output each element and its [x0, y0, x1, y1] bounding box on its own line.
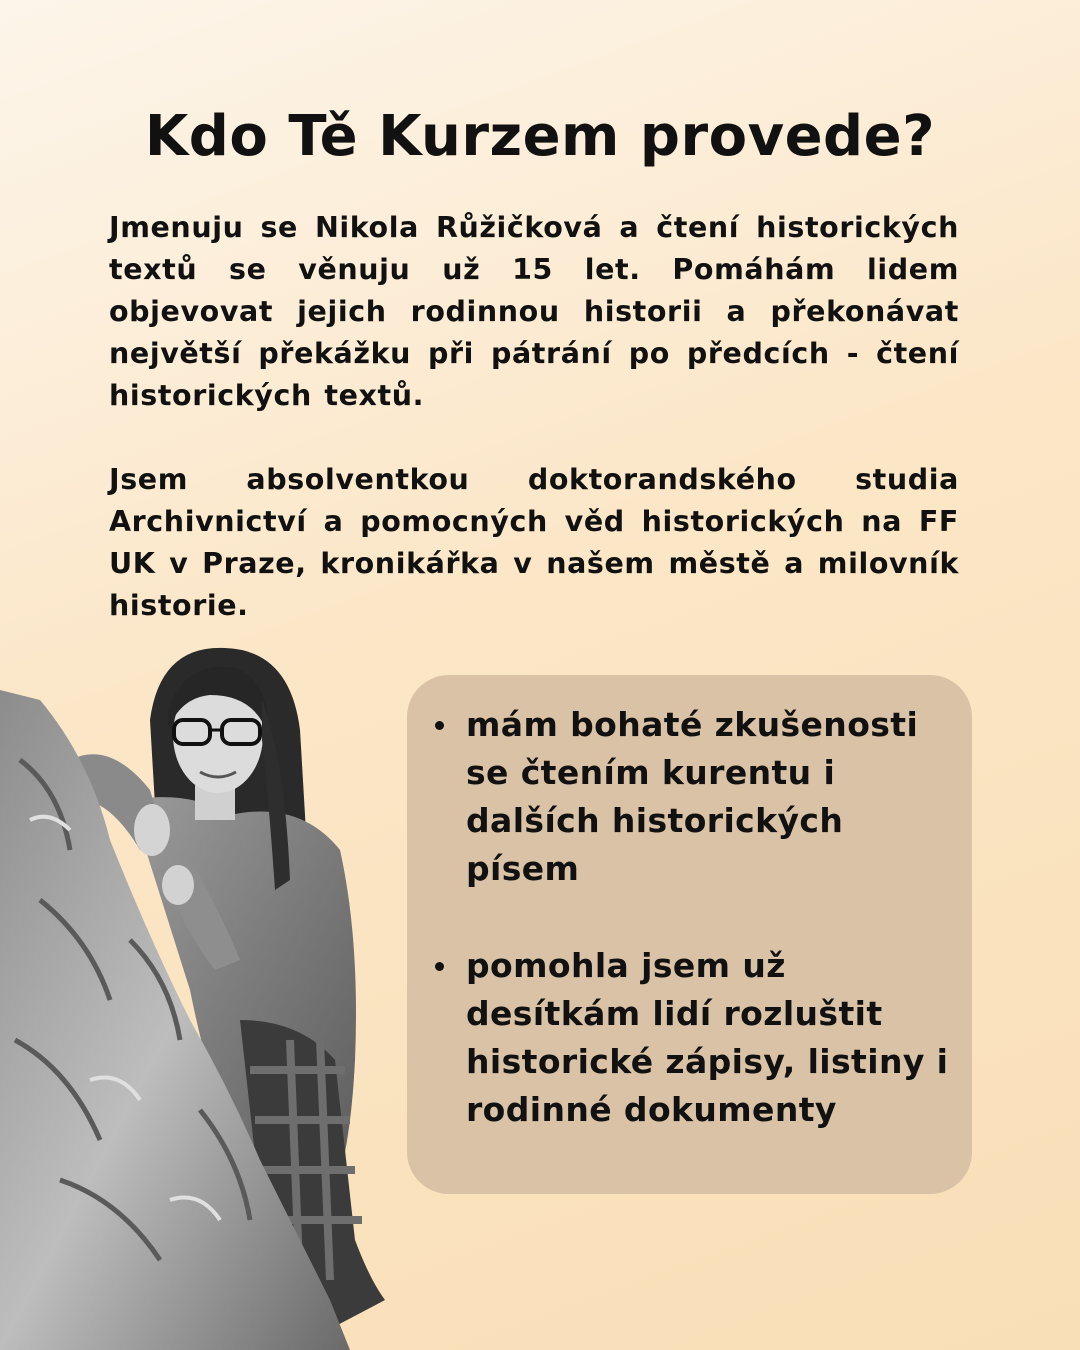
- author-photo: [0, 640, 420, 1350]
- bullet-dot-icon: [435, 962, 444, 971]
- highlights-box: [407, 675, 972, 1194]
- highlight-item: [466, 942, 961, 1134]
- education-paragraph: Jsem absolventkou doktorandského studia Archivnictví a pomocných věd historických na FF UK v Praze, kronikářka v našem městě a milovník historie.: [109, 463, 959, 622]
- highlight-item: [466, 701, 961, 893]
- highlight-text: mám bohaté zkušenosti se čtením kurentu i dalších historických písem: [466, 705, 919, 888]
- highlight-text: pomohla jsem už desítkám lidí rozluštit historické zápisy, listiny i rodinné dokumenty: [466, 946, 949, 1129]
- intro-paragraph: Jmenuju se Nikola Růžičková a čtení historických textů se věnuju už 15 let. Pomáhám lidem objevovat jejich rodinnou historii a překonávat největší překážku při pátrání po předcích - čtení historických textů.: [109, 211, 959, 412]
- page-title: Kdo Tě Kurzem provede?: [144, 104, 936, 169]
- bullet-dot-icon: [435, 721, 444, 730]
